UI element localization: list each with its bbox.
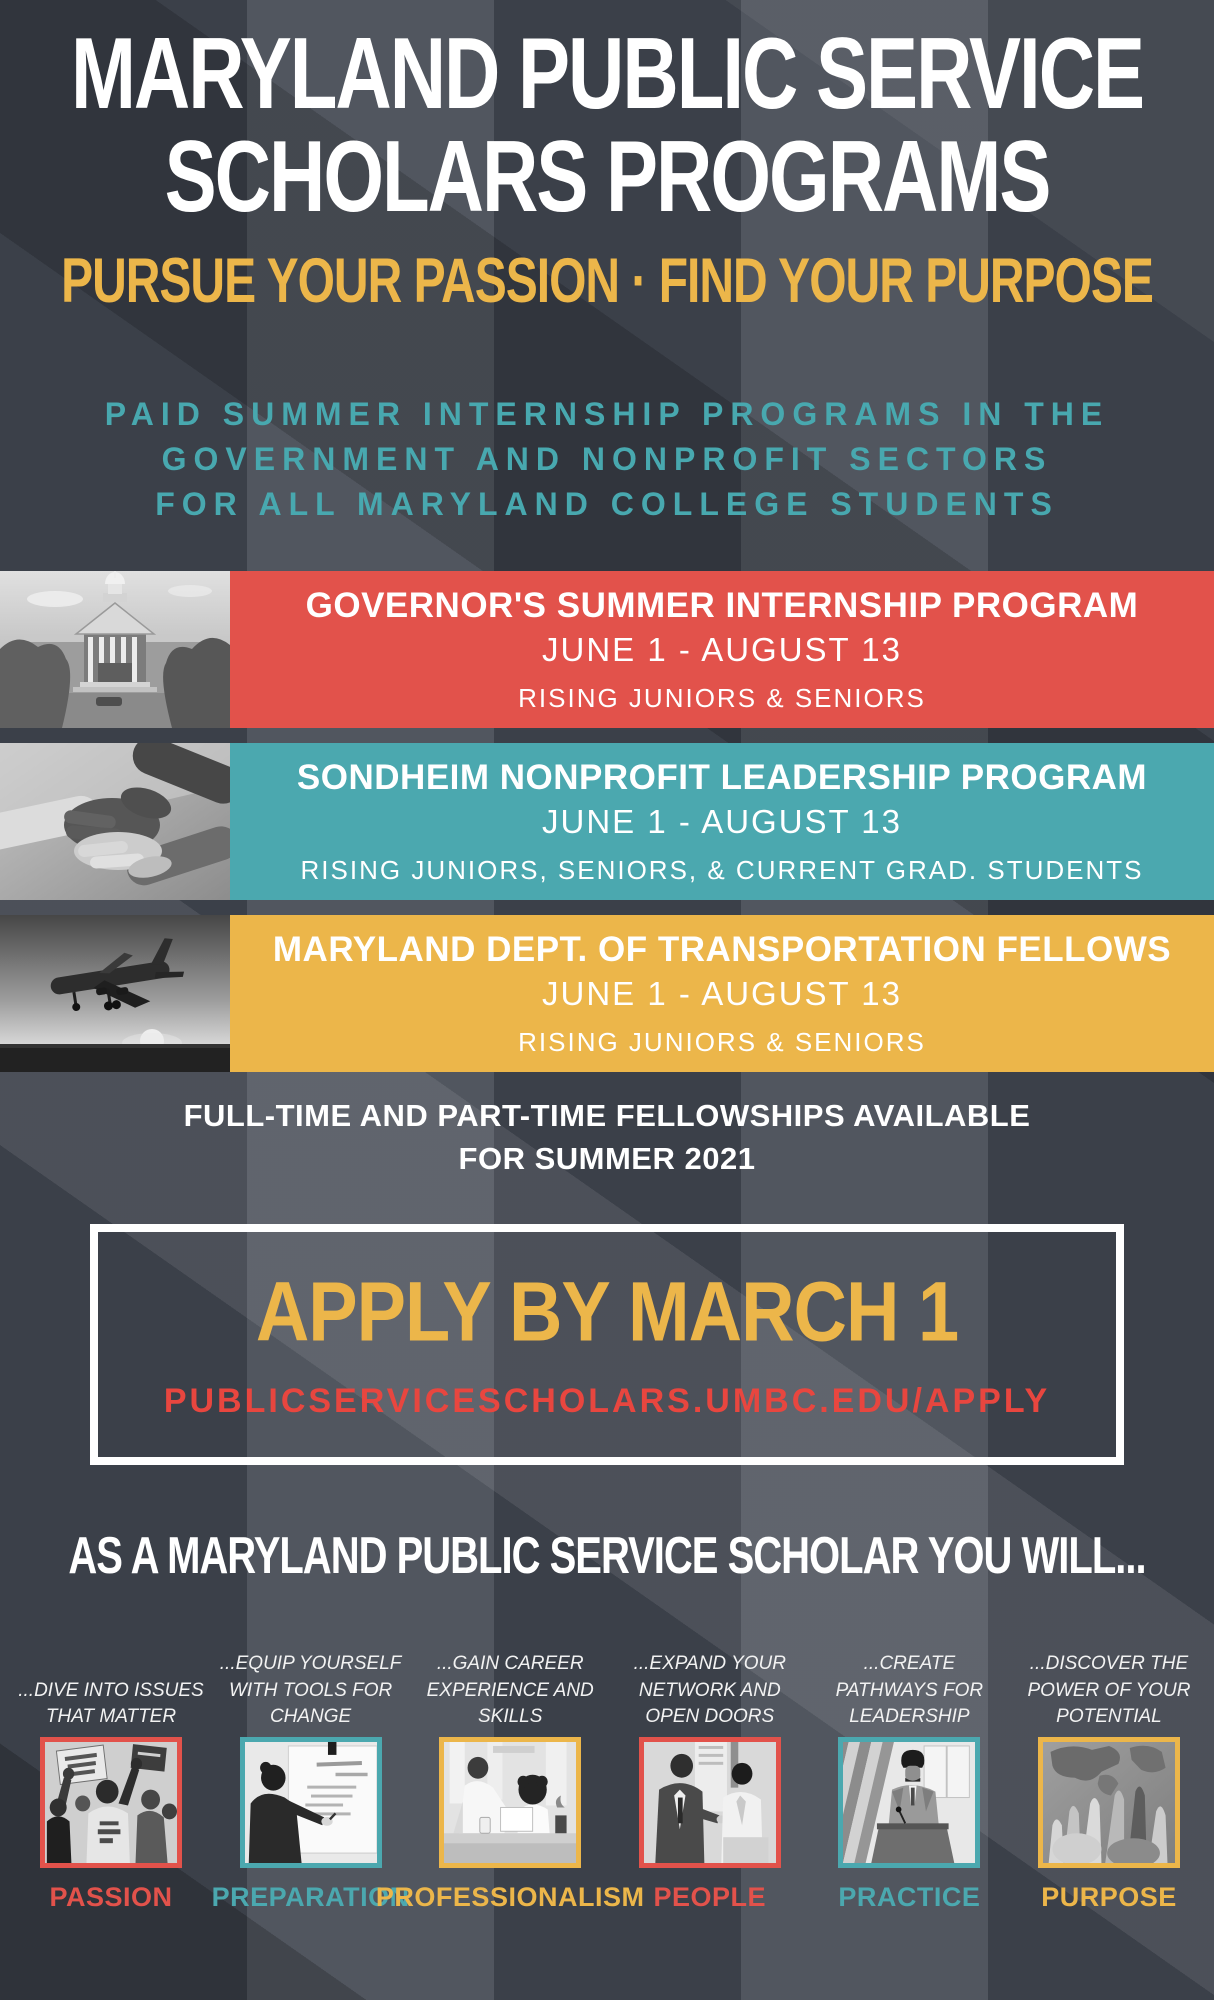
benefit-caption: ...DISCOVER THE POWER OF YOUR POTENTIAL — [1027, 1653, 1191, 1727]
benefit-column-purpose — [1014, 1612, 1204, 1913]
benefit-caption: ...CREATE PATHWAYS FOR LEADERSHIP — [835, 1653, 984, 1727]
benefit-label: PRACTICE — [838, 1882, 981, 1912]
subtitle-line-1: PAID SUMMER INTERNSHIP PROGRAMS IN THE — [104, 396, 1110, 432]
apply-call-to-action-box — [90, 1224, 1124, 1465]
apply-deadline: APPLY BY MARCH 1 — [255, 1263, 959, 1359]
benefit-column-preparation — [211, 1612, 410, 1913]
benefit-column-practice — [814, 1612, 1004, 1913]
benefit-caption: ...EXPAND YOUR NETWORK AND OPEN DOORS — [633, 1653, 786, 1727]
podium-speaker-photo — [838, 1737, 980, 1868]
availability-note — [0, 1094, 1214, 1180]
program-name: GOVERNOR'S SUMMER INTERNSHIP PROGRAM — [305, 586, 1139, 625]
program-banner-mdot — [230, 915, 1214, 1072]
program-eligibility: RISING JUNIORS & SENIORS — [518, 1027, 926, 1057]
professionals-talking-photo — [639, 1737, 781, 1868]
benefit-label: PREPARATION — [211, 1882, 410, 1912]
benefits-row — [16, 1612, 1204, 1913]
subtitle-line-3: FOR ALL MARYLAND COLLEGE STUDENTS — [155, 486, 1059, 522]
benefits-heading: AS A MARYLAND PUBLIC SERVICE SCHOLAR YOU WILL... — [68, 1527, 1146, 1585]
program-banner-governors — [230, 571, 1214, 728]
benefit-label: PURPOSE — [1041, 1882, 1177, 1912]
protest-crowd-photo — [40, 1737, 182, 1868]
availability-line-1: FULL-TIME AND PART-TIME FELLOWSHIPS AVAILABLE — [183, 1098, 1031, 1133]
poster-subtitle — [0, 392, 1214, 527]
poster-title — [0, 15, 1214, 234]
availability-line-2: FOR SUMMER 2021 — [458, 1141, 756, 1176]
stacked-hands-photo — [0, 743, 230, 900]
program-dates: JUNE 1 - AUGUST 13 — [542, 803, 902, 840]
program-eligibility: RISING JUNIORS & SENIORS — [518, 683, 926, 713]
office-collaboration-photo — [439, 1737, 581, 1868]
subtitle-line-2: GOVERNMENT AND NONPROFIT SECTORS — [161, 441, 1053, 477]
benefit-caption: ...GAIN CAREER EXPERIENCE AND SKILLS — [426, 1653, 594, 1727]
poster-title-line-1: MARYLAND PUBLIC SERVICE — [70, 15, 1144, 131]
program-name: SONDHEIM NONPROFIT LEADERSHIP PROGRAM — [296, 758, 1148, 797]
benefit-column-professionalism — [375, 1612, 645, 1913]
benefit-caption: ...EQUIP YOURSELF WITH TOOLS FOR CHANGE — [219, 1653, 402, 1727]
benefit-label: PASSION — [49, 1882, 173, 1912]
benefit-column-people — [615, 1612, 805, 1913]
benefit-column-passion — [16, 1612, 206, 1913]
program-row-sondheim — [0, 743, 1214, 900]
maryland-state-house-photo — [0, 571, 230, 728]
whiteboard-writing-photo — [240, 1737, 382, 1868]
program-dates: JUNE 1 - AUGUST 13 — [542, 631, 902, 668]
poster-tagline: PURSUE YOUR PASSION · FIND YOUR PURPOSE — [61, 246, 1153, 317]
apply-url: PUBLICSERVICESCHOLARS.UMBC.EDU/APPLY — [163, 1381, 1051, 1420]
benefit-label: PROFESSIONALISM — [375, 1882, 645, 1912]
program-dates: JUNE 1 - AUGUST 13 — [542, 975, 902, 1012]
program-name: MARYLAND DEPT. OF TRANSPORTATION FELLOWS — [272, 930, 1172, 969]
benefit-label: PEOPLE — [653, 1882, 767, 1912]
benefit-caption: ...DIVE INTO ISSUES THAT MATTER — [18, 1679, 204, 1727]
program-banner-sondheim — [230, 743, 1214, 900]
program-eligibility: RISING JUNIORS, SENIORS, & CURRENT GRAD. STUDENTS — [300, 855, 1144, 885]
program-row-mdot — [0, 915, 1214, 1072]
program-row-governors — [0, 571, 1214, 728]
airplane-takeoff-photo — [0, 915, 230, 1072]
hands-on-relief-map-photo — [1038, 1737, 1180, 1868]
poster-title-line-2: SCHOLARS PROGRAMS — [164, 118, 1050, 234]
